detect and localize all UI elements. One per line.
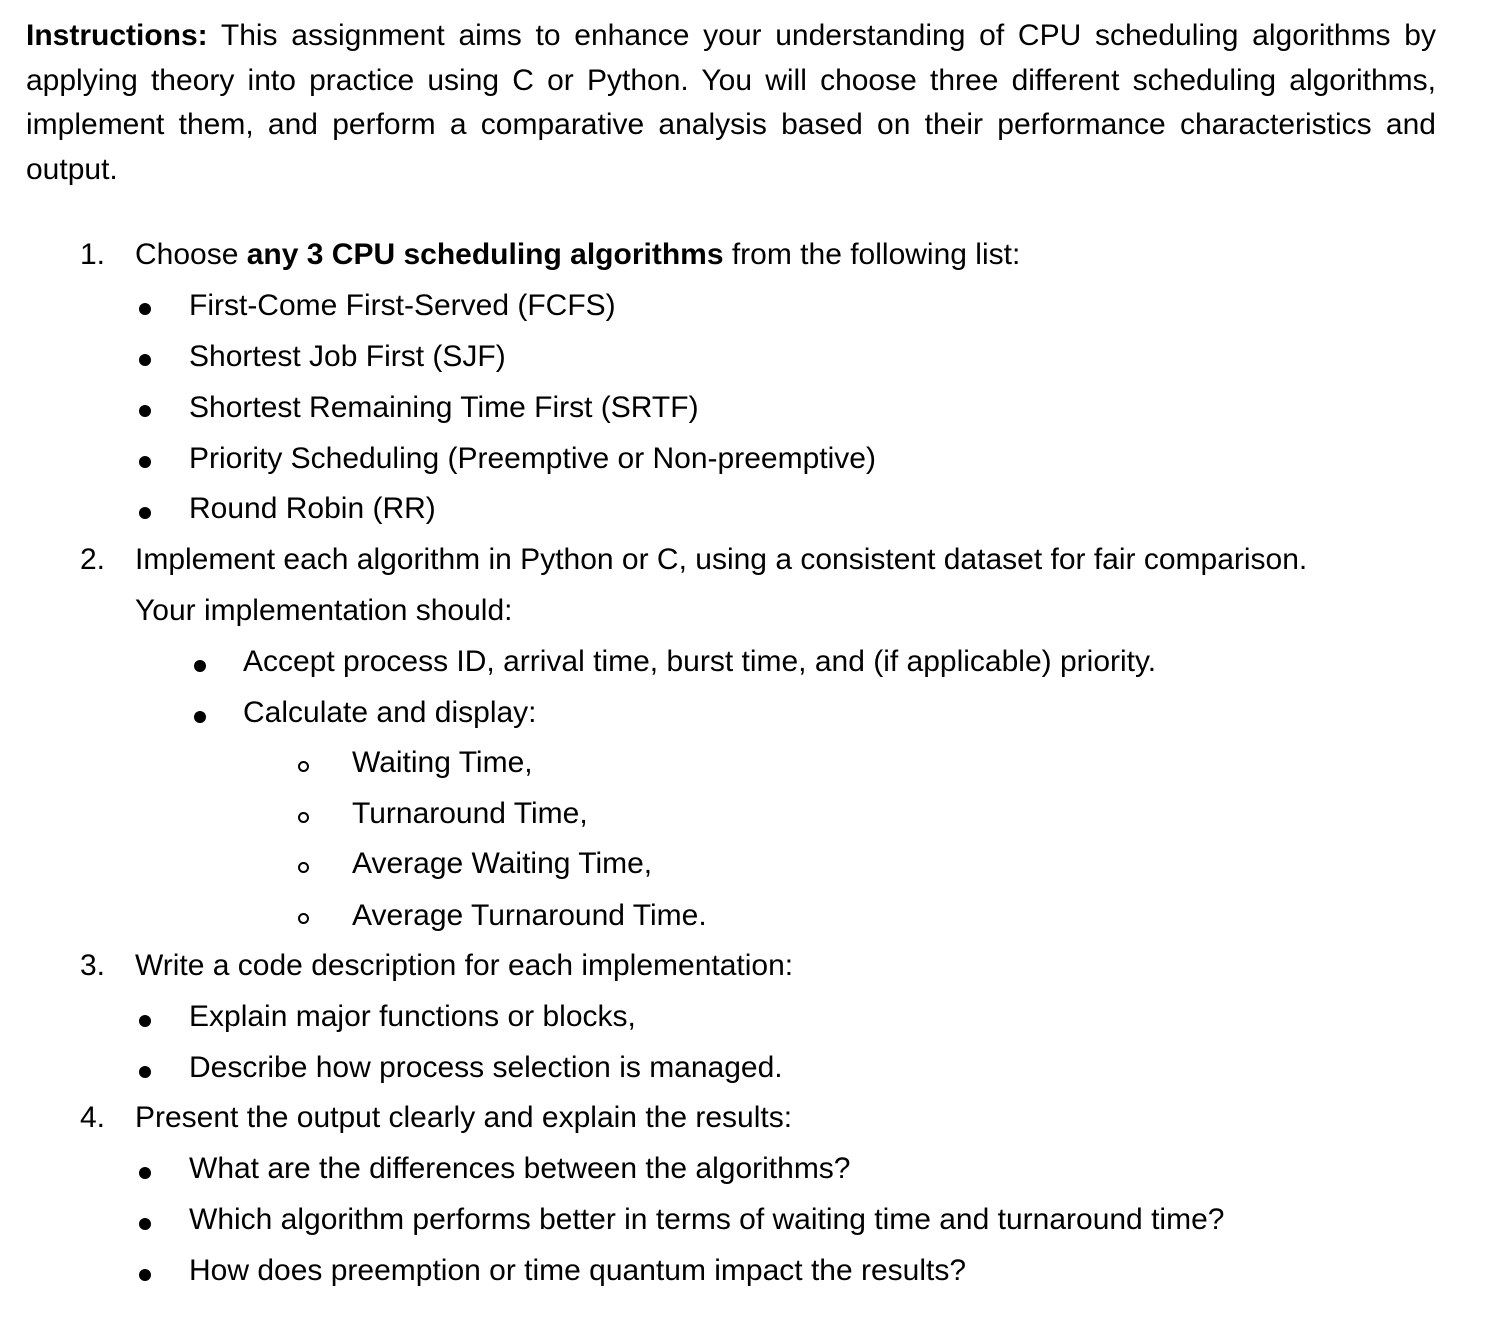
instructions-text: This assignment aims to enhance your understanding of CPU scheduling algorithms by applying theory into practice using C or Python. You will choose three different scheduling algorithms, implement them, and perform a comparative analysis based on their performance characteristics and output. <box>26 19 1436 186</box>
step-2-number: 2. <box>80 543 106 576</box>
step-3-number: 3. <box>80 949 106 982</box>
step-4-number: 4. <box>80 1101 106 1134</box>
step-4-text: Present the output clearly and explain the results: <box>135 1101 793 1134</box>
bullet-icon <box>194 711 206 723</box>
bullet-icon <box>139 1218 151 1230</box>
question-item-preemption: How does preemption or time quantum impact the results? <box>189 1254 967 1287</box>
description-item-selection: Describe how process selection is managed. <box>189 1051 783 1084</box>
algorithm-item-priority: Priority Scheduling (Preemptive or Non-preemptive) <box>189 442 876 475</box>
circle-bullet-icon <box>298 862 309 873</box>
instructions-paragraph <box>26 14 1436 192</box>
step-1-text-after: from the following list: <box>723 238 1021 271</box>
metric-item-avg-waiting-time: Average Waiting Time, <box>352 847 653 880</box>
bullet-icon <box>139 1066 151 1078</box>
step-1-text <box>135 235 1020 275</box>
bullet-icon <box>139 1015 151 1027</box>
bullet-icon <box>139 303 151 315</box>
bullet-icon <box>194 660 206 672</box>
step-1-text-before: Choose <box>135 238 247 271</box>
algorithm-item-rr: Round Robin (RR) <box>189 492 436 525</box>
requirement-item-calculate: Calculate and display: <box>243 696 537 729</box>
bullet-icon <box>139 1167 151 1179</box>
step-1-number: 1. <box>80 238 106 271</box>
metric-item-turnaround-time: Turnaround Time, <box>352 797 588 830</box>
circle-bullet-icon <box>298 761 309 772</box>
metric-item-avg-turnaround-time: Average Turnaround Time. <box>352 899 707 932</box>
step-1-text-bold: any 3 CPU scheduling algorithms <box>246 238 724 271</box>
algorithm-item-sjf: Shortest Job First (SJF) <box>189 340 506 373</box>
step-2-text-continued: Your implementation should: <box>135 594 513 627</box>
question-item-performance: Which algorithm performs better in terms of waiting time and turnaround time? <box>189 1203 1225 1236</box>
metric-item-waiting-time: Waiting Time, <box>352 746 533 779</box>
bullet-icon <box>139 507 151 519</box>
instructions-label: Instructions: <box>26 19 208 52</box>
circle-bullet-icon <box>298 913 309 924</box>
bullet-icon <box>139 354 151 366</box>
circle-bullet-icon <box>298 812 309 823</box>
bullet-icon <box>139 1269 151 1281</box>
algorithm-item-srtf: Shortest Remaining Time First (SRTF) <box>189 391 699 424</box>
requirement-item-accept-input: Accept process ID, arrival time, burst time, and (if applicable) priority. <box>243 645 1157 678</box>
step-2-text: Implement each algorithm in Python or C, using a consistent dataset for fair comparison. <box>135 543 1308 576</box>
bullet-icon <box>139 405 151 417</box>
description-item-functions: Explain major functions or blocks, <box>189 1000 636 1033</box>
algorithm-item-fcfs: First-Come First-Served (FCFS) <box>189 289 616 322</box>
question-item-differences: What are the differences between the algorithms? <box>189 1152 851 1185</box>
bullet-icon <box>139 456 151 468</box>
step-3-text: Write a code description for each implementation: <box>135 949 794 982</box>
